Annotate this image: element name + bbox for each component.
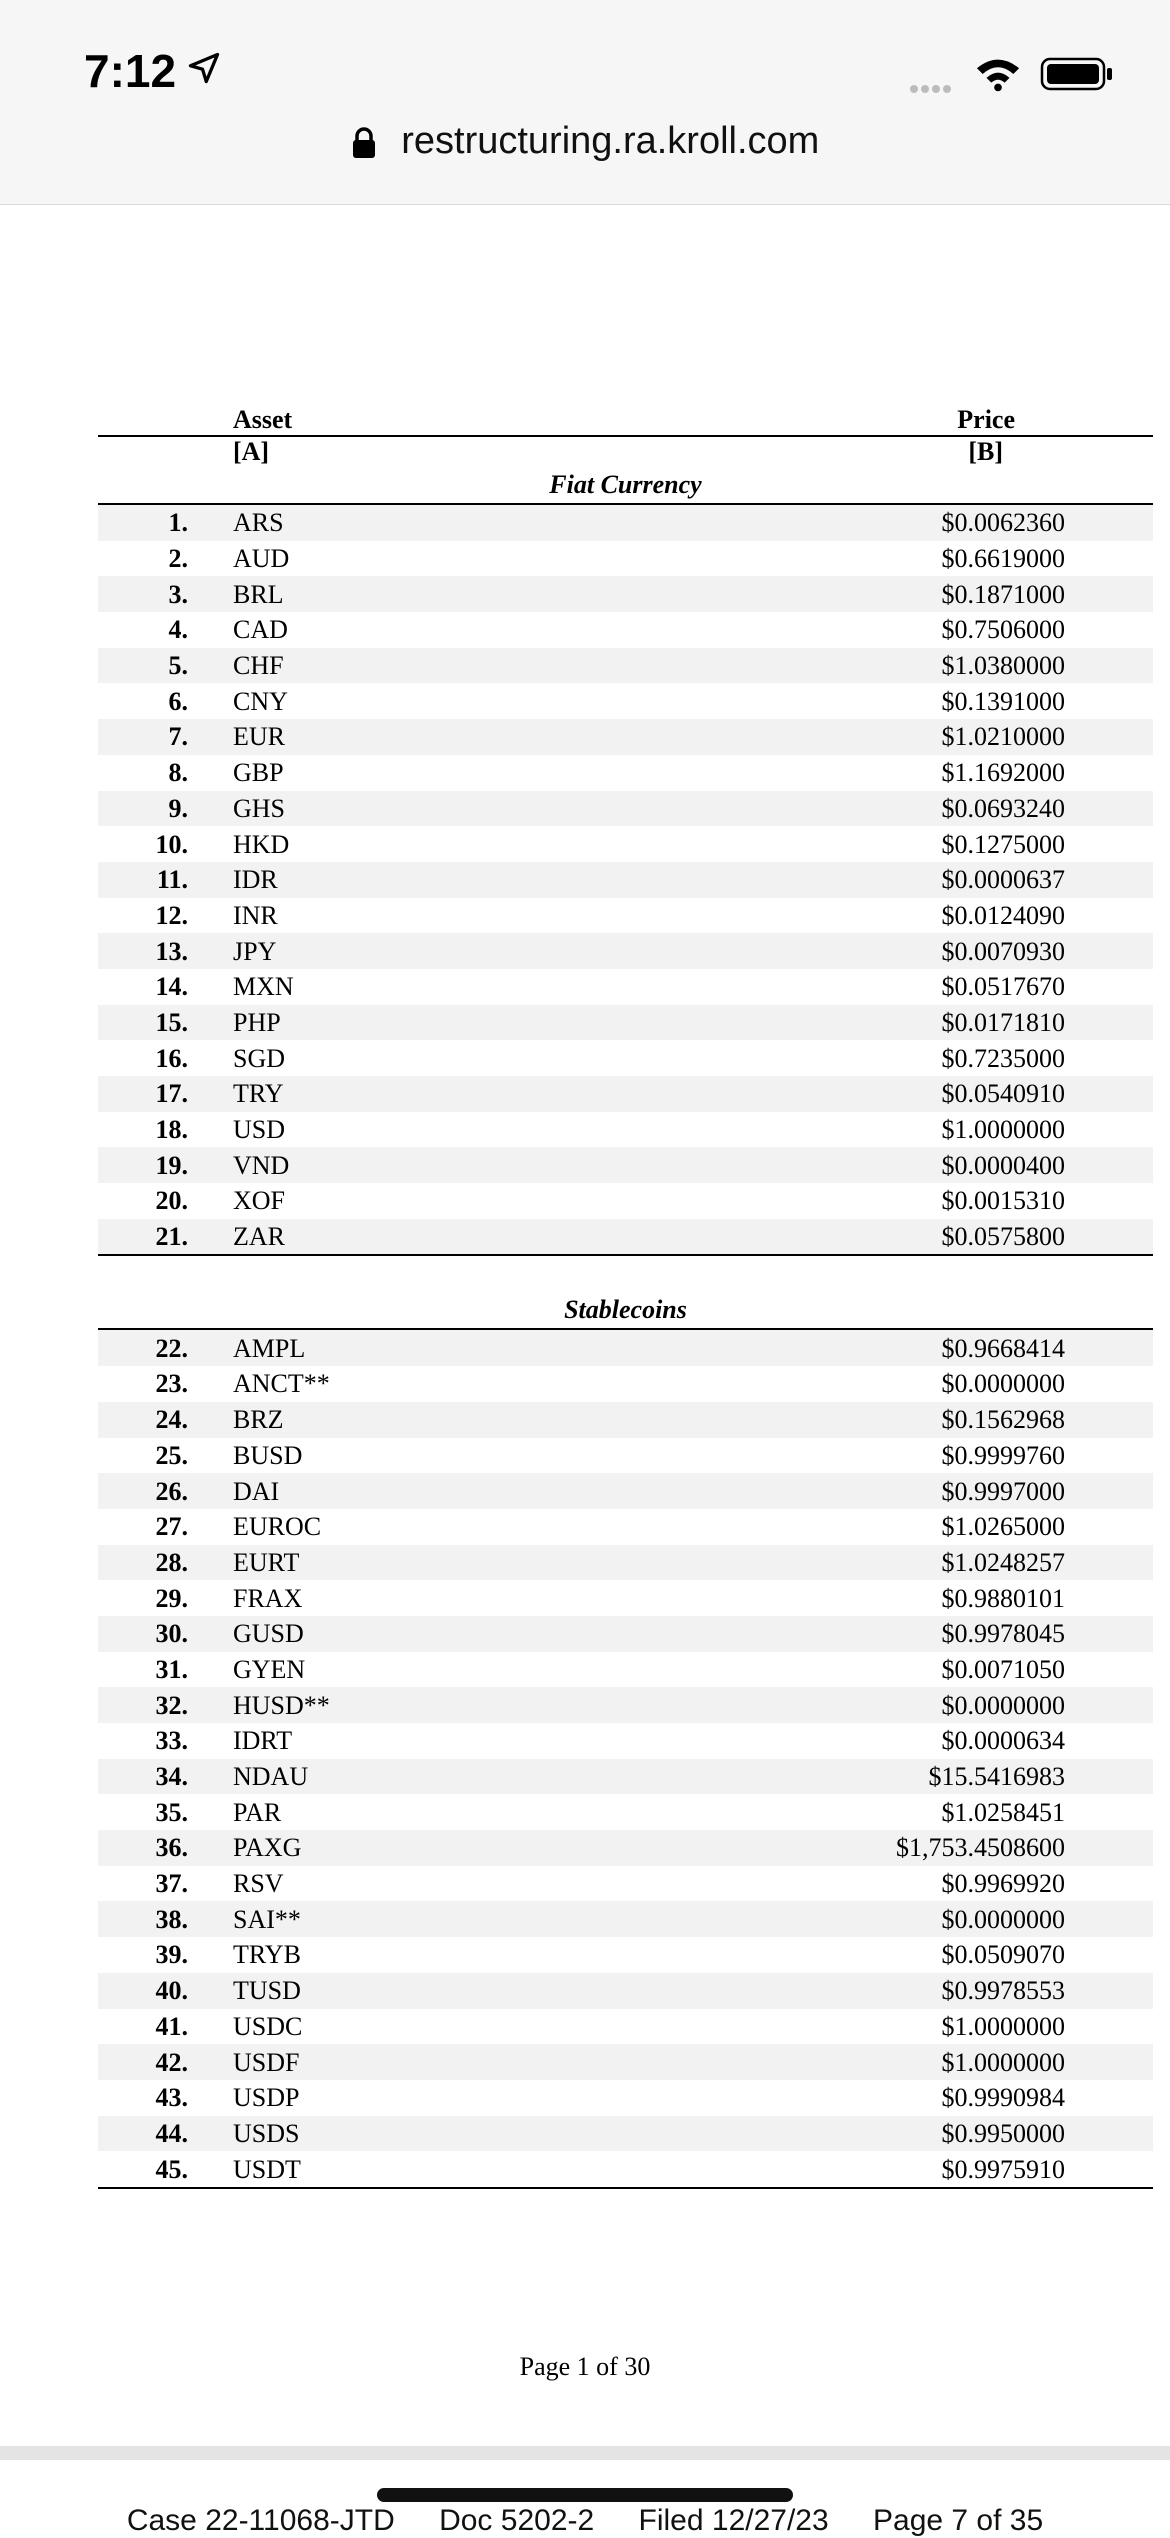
battery-icon: [1040, 56, 1114, 92]
asset-name: GBP: [233, 758, 284, 788]
asset-price: $0.0509070: [941, 1940, 1065, 1970]
wifi-icon: [975, 56, 1021, 92]
table-row: [98, 826, 1153, 862]
asset-name: AUD: [233, 544, 290, 574]
asset-price: $0.0171810: [531, 1005, 1153, 1041]
row-number: 36.: [98, 1830, 188, 1866]
asset-column-header: Asset: [188, 405, 531, 436]
row-number: 12.: [155, 900, 188, 930]
url-text: restructuring.ra.kroll.com: [401, 120, 820, 162]
col-num-subheader: [98, 436, 188, 467]
table-row: [98, 898, 1153, 934]
table-row: [98, 1147, 1153, 1183]
asset-price: $0.9880101: [941, 1583, 1065, 1613]
row-number: 45.: [98, 2151, 188, 2188]
asset-name: ANCT**: [233, 1369, 330, 1399]
doc-number: Doc 5202-2: [439, 2504, 595, 2537]
table-row: [98, 576, 1153, 612]
table-row: [98, 1616, 1153, 1652]
asset-price: $1.0265000: [941, 1512, 1065, 1542]
row-number: 11.: [98, 862, 188, 898]
table-row: [98, 1366, 1153, 1402]
pdf-page: [0, 205, 1170, 2445]
asset-price: $0.0124090: [941, 900, 1065, 930]
asset-price: $1.0380000: [531, 648, 1153, 684]
page-of: Page 7 of 35: [873, 2504, 1044, 2537]
table-row: [98, 1005, 1153, 1041]
asset-price: $0.0693240: [531, 791, 1153, 827]
row-number: 29.: [155, 1583, 188, 1613]
asset-name: ZAR: [188, 1219, 531, 1256]
table-row: [98, 1329, 1153, 1366]
address-bar[interactable]: [0, 120, 1170, 163]
asset-name: SAI**: [188, 1901, 531, 1937]
table-row: [98, 1040, 1153, 1076]
table-row: [98, 1830, 1153, 1866]
row-number: 5.: [98, 648, 188, 684]
asset-name: IDRT: [233, 1726, 293, 1756]
asset-name: CAD: [233, 615, 288, 645]
asset-name: HKD: [233, 829, 290, 859]
row-number: 38.: [98, 1901, 188, 1937]
row-number: 41.: [155, 2011, 188, 2041]
asset-name: RSV: [233, 1869, 284, 1899]
asset-name: PAR: [233, 1797, 282, 1827]
row-number: 19.: [98, 1147, 188, 1183]
row-number: 44.: [98, 2116, 188, 2152]
row-number: 22.: [98, 1329, 188, 1366]
asset-name: USDP: [233, 2083, 300, 2113]
price-column-subheader: [B]: [968, 437, 1003, 466]
asset-price: $0.0575800: [531, 1219, 1153, 1256]
asset-name: VND: [188, 1147, 531, 1183]
row-number: 17.: [98, 1076, 188, 1112]
asset-name: XOF: [233, 1186, 286, 1216]
asset-price: $0.0000000: [531, 1901, 1153, 1937]
row-number: 9.: [98, 791, 188, 827]
row-number: 37.: [155, 1869, 188, 1899]
row-number: 42.: [98, 2044, 188, 2080]
asset-price: $0.0071050: [941, 1654, 1065, 1684]
table-row: [98, 1076, 1153, 1112]
asset-price: $0.9668414: [531, 1329, 1153, 1366]
row-number: 2.: [168, 544, 188, 574]
asset-price: $0.1562968: [531, 1402, 1153, 1438]
asset-price: $0.0000000: [531, 1687, 1153, 1723]
asset-price: $0.9997000: [531, 1473, 1153, 1509]
row-number: 28.: [98, 1545, 188, 1581]
asset-price: $0.0540910: [531, 1076, 1153, 1112]
asset-price: $0.9990984: [941, 2083, 1065, 2113]
asset-name: AMPL: [188, 1329, 531, 1366]
asset-price: $0.9969920: [941, 1869, 1065, 1899]
asset-column-subheader: [A]: [233, 437, 270, 466]
table-row: [98, 648, 1153, 684]
asset-name: SGD: [233, 1043, 286, 1073]
asset-name: FRAX: [233, 1583, 303, 1613]
table-row: [98, 1112, 1153, 1148]
asset-price: $0.0517670: [941, 972, 1065, 1002]
asset-name: ARS: [188, 504, 531, 541]
row-number: 34.: [98, 1759, 188, 1795]
cellular-signal-icon: [910, 80, 954, 98]
asset-price: $0.7235000: [941, 1043, 1065, 1073]
asset-price: $0.0000637: [531, 862, 1153, 898]
table-row: [98, 1652, 1153, 1688]
row-number: 18.: [155, 1115, 188, 1145]
row-number: 7.: [98, 719, 188, 755]
row-number: 21.: [98, 1219, 188, 1256]
row-number: 15.: [98, 1005, 188, 1041]
asset-name: NDAU: [188, 1759, 531, 1795]
asset-price: $1.0000000: [941, 2011, 1065, 2041]
table-row: [98, 1219, 1153, 1256]
table-row: [98, 933, 1153, 969]
asset-price: $1.0000000: [941, 1115, 1065, 1145]
asset-name: GHS: [188, 791, 531, 827]
table-row: [98, 1973, 1153, 2009]
asset-name: TUSD: [188, 1973, 531, 2009]
row-number: 43.: [155, 2083, 188, 2113]
section-title-row: [98, 467, 1153, 504]
asset-name: USDT: [188, 2151, 531, 2188]
table-row: [98, 1402, 1153, 1438]
location-arrow-icon: [186, 50, 222, 86]
col-num-header: [98, 405, 188, 436]
table-row: [98, 1937, 1153, 1973]
row-number: 6.: [168, 686, 188, 716]
table-row: [98, 862, 1153, 898]
asset-name: CNY: [233, 686, 288, 716]
asset-name: EURT: [188, 1545, 531, 1581]
row-number: 23.: [155, 1369, 188, 1399]
price-column-header: Price: [531, 405, 1153, 436]
row-number: 31.: [155, 1654, 188, 1684]
row-number: 25.: [155, 1440, 188, 1470]
row-number: 24.: [98, 1402, 188, 1438]
row-number: 16.: [155, 1043, 188, 1073]
table-row: [98, 1901, 1153, 1937]
status-time: 7:12: [84, 45, 177, 97]
asset-name: INR: [233, 900, 278, 930]
table-row: [98, 1723, 1153, 1759]
section-title: Fiat Currency: [549, 470, 702, 499]
table-row: [98, 541, 1153, 577]
row-number: 14.: [155, 972, 188, 1002]
asset-price: $0.0070930: [531, 933, 1153, 969]
asset-price: $0.1871000: [531, 576, 1153, 612]
table-row: [98, 612, 1153, 648]
asset-name: BRL: [188, 576, 531, 612]
page-number: Page 1 of 30: [519, 2352, 651, 2381]
table-row: [98, 1183, 1153, 1219]
row-number: 39.: [155, 1940, 188, 1970]
asset-price: $0.6619000: [941, 544, 1065, 574]
asset-price: $1,753.4508600: [531, 1830, 1153, 1866]
table-row: [98, 1509, 1153, 1545]
section-gap: [98, 1255, 1153, 1292]
row-number: 27.: [155, 1512, 188, 1542]
table-row: [98, 755, 1153, 791]
row-number: 10.: [155, 829, 188, 859]
asset-price: $1.1692000: [941, 758, 1065, 788]
asset-name: DAI: [188, 1473, 531, 1509]
asset-price: $1.0248257: [531, 1545, 1153, 1581]
table-row: [98, 2116, 1153, 2152]
row-number: 13.: [98, 933, 188, 969]
asset-name: IDR: [188, 862, 531, 898]
row-number: 20.: [155, 1186, 188, 1216]
table-row: [98, 2151, 1153, 2188]
row-number: 8.: [168, 758, 188, 788]
asset-name: PHP: [188, 1005, 531, 1041]
asset-name: USD: [233, 1115, 286, 1145]
asset-price: $0.0015310: [941, 1186, 1065, 1216]
asset-name: EUROC: [233, 1512, 322, 1542]
table-row: [98, 2009, 1153, 2045]
row-number: 4.: [168, 615, 188, 645]
section-title: Stablecoins: [564, 1295, 687, 1325]
row-number: 35.: [155, 1797, 188, 1827]
table-row: [98, 1794, 1153, 1830]
row-number: 30.: [98, 1616, 188, 1652]
table-row: [98, 2044, 1153, 2080]
table-row: [98, 1580, 1153, 1616]
row-number: 40.: [98, 1973, 188, 2009]
asset-price: $1.0258451: [941, 1797, 1065, 1827]
table-row: [98, 2080, 1153, 2116]
case-number: Case 22-11068-JTD: [126, 2504, 395, 2537]
table-row: [98, 504, 1153, 541]
price-table: [98, 405, 1153, 2189]
asset-price: $0.9999760: [941, 1440, 1065, 1470]
asset-price: $0.7506000: [941, 615, 1065, 645]
filed-date: Filed 12/27/23: [638, 2504, 829, 2537]
asset-name: USDC: [233, 2011, 303, 2041]
section-title-row: [98, 1292, 1153, 1329]
asset-price: $0.9978553: [531, 1973, 1153, 2009]
asset-price: $0.1275000: [941, 829, 1065, 859]
table-row: [98, 969, 1153, 1005]
price-table-body: [98, 467, 1153, 2188]
row-number: 26.: [98, 1473, 188, 1509]
asset-price: $0.9950000: [531, 2116, 1153, 2152]
asset-name: TRYB: [233, 1940, 301, 1970]
asset-name: EUR: [188, 719, 531, 755]
asset-price: $0.9978045: [531, 1616, 1153, 1652]
table-row: [98, 1438, 1153, 1474]
table-row: [98, 1687, 1153, 1723]
table-row: [98, 1866, 1153, 1902]
asset-price: $1.0210000: [531, 719, 1153, 755]
asset-name: USDS: [188, 2116, 531, 2152]
asset-name: JPY: [188, 933, 531, 969]
table-row: [98, 791, 1153, 827]
lock-icon: [351, 127, 377, 159]
home-indicator[interactable]: [377, 2488, 793, 2502]
asset-name: CHF: [188, 648, 531, 684]
asset-price: $0.0000000: [941, 1369, 1065, 1399]
table-row: [98, 719, 1153, 755]
table-row: [98, 1545, 1153, 1581]
asset-price: $0.9975910: [531, 2151, 1153, 2188]
asset-name: PAXG: [188, 1830, 531, 1866]
row-number: 3.: [98, 576, 188, 612]
row-number: 1.: [98, 504, 188, 541]
table-row: [98, 1759, 1153, 1795]
asset-name: TRY: [188, 1076, 531, 1112]
asset-price: $0.1391000: [941, 686, 1065, 716]
asset-name: HUSD**: [188, 1687, 531, 1723]
asset-name: GYEN: [233, 1654, 306, 1684]
row-number: 33.: [155, 1726, 188, 1756]
asset-name: BRZ: [188, 1402, 531, 1438]
asset-price: $0.0000400: [531, 1147, 1153, 1183]
asset-price: $0.0062360: [531, 504, 1153, 541]
asset-price: $1.0000000: [531, 2044, 1153, 2080]
table-row: [98, 1473, 1153, 1509]
asset-name: USDF: [188, 2044, 531, 2080]
asset-name: BUSD: [233, 1440, 303, 1470]
row-number: 32.: [98, 1687, 188, 1723]
asset-price: $15.5416983: [531, 1759, 1153, 1795]
case-header-line: [0, 2504, 1170, 2538]
asset-price: $0.0000634: [941, 1726, 1065, 1756]
table-row: [98, 683, 1153, 719]
status-bar: [0, 0, 1170, 205]
asset-name: GUSD: [188, 1616, 531, 1652]
asset-name: MXN: [233, 972, 294, 1002]
